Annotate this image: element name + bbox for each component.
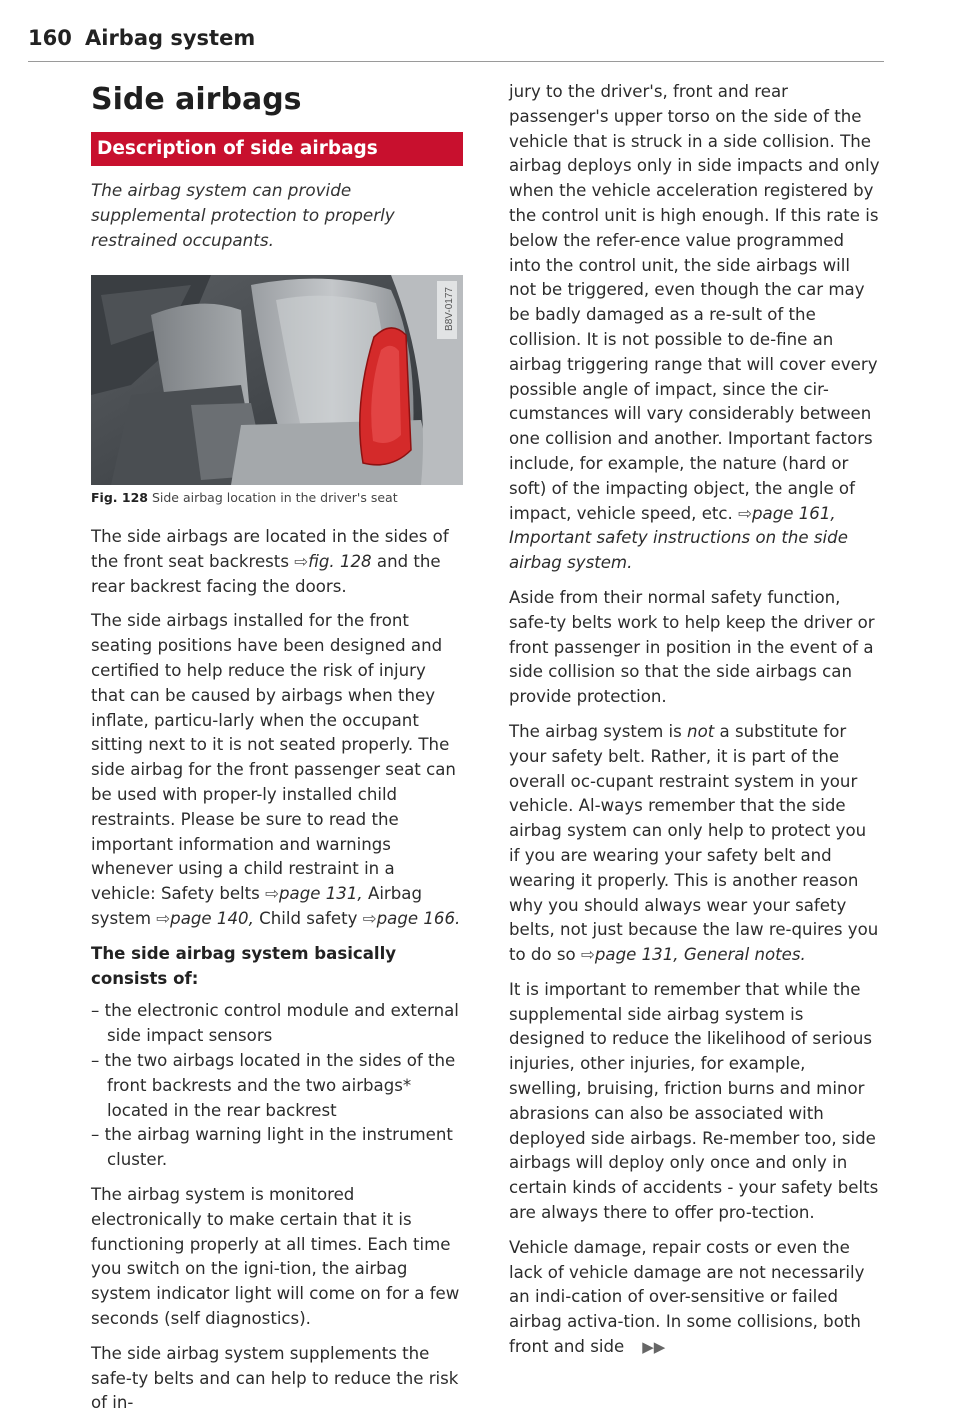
component-list [91,999,463,1173]
right-column [509,80,881,1370]
paragraph-belts-function: Aside from their normal safety function, safe-ty belts work to help keep the driver or front passenger in position in the event of a side collision so that the side airbags can provide protection. [509,587,875,707]
ref-arrow-icon: ⇨ [294,551,309,571]
ref-arrow-icon: ⇨ [580,945,595,965]
paragraph-not-substitute: The airbag system is not a substitute for your safety belt. Rather, it is part of the overall oc-cupant restraint system in your vehicle. Al-ways remember that the side airbag system can only help to protect you if you are wearing your safety belt and wearing it properly. This is another reason why you should always wear your safety belts, not just because the law re-quires you to do so ⇨page 131, General notes. [509,721,879,965]
paragraph-injuries: It is important to remember that while the supplemental side airbag system is designed to reduce the likelihood of serious injuries, other injuries, for example, swelling, bruising, friction burns and minor abrasions can also be associated with deployed side airbags. Re-member too, side airbags will deploy only once and only in certain kinds of accidents - your safety belts are always there to offer pro-tection. [509,979,879,1223]
seat-figure [91,275,463,485]
consists-heading: The side airbag system basically consists of: [91,943,397,988]
continue-arrow-icon: ▶▶ [642,1338,666,1357]
page-number: 160 [28,26,72,50]
ref-arrow-icon: ⇨ [362,908,377,928]
left-column [91,80,463,1426]
paragraph-location: The side airbags are located in the sides of the front seat backrests ⇨fig. 128 and the rear backrest facing the doors. [91,527,449,596]
list-item: – the two airbags located in the sides of the front backrests and the two airbags* located in the rear backrest [91,1050,456,1120]
page-title: Side airbags [91,82,302,117]
figure-caption-label: Fig. 128 [91,490,148,505]
figure-code: B8V-0177 [444,287,455,331]
page-reference-link[interactable]: page 140, [170,908,254,928]
paragraph-certification: The side airbags installed for the front seating positions have been designed and certified to help reduce the risk of injury that can be caused by airbags when they inflate, particu-larly when the occupant sitting next to it is not seated properly. The side airbag for the front passenger seat can be used with proper-ly installed child restraints. Please be sure to read the important information and warnings whenever using a child restraint in a vehicle: Safety belts ⇨page 131, Airbag system ⇨page 140, Child safety ⇨page 166. [91,611,461,928]
paragraph-monitoring: The airbag system is monitored electronically to make certain that it is functioning properly at all times. Each time you switch on the igni-tion, the airbag system indicator light will come on for a few seconds (self diagnostics). [91,1184,460,1328]
page-reference-link[interactable]: page 166. [376,908,461,928]
figure-caption [91,489,463,507]
page-header [28,18,888,58]
side-airbag-seat-illustration [91,275,463,485]
figure-reference-link[interactable]: fig. 128 [308,551,372,571]
figure-caption-text: Side airbag location in the driver's seat [151,490,398,505]
intro-text: The airbag system can provide supplemental protection to properly restrained occupants. [91,180,395,250]
list-item: – the electronic control module and external side impact sensors [91,1001,459,1046]
list-item: – the airbag warning light in the instrument cluster. [91,1125,453,1170]
paragraph-vehicle-damage: Vehicle damage, repair costs or even the lack of vehicle damage are not necessarily an indi-cation of over-sensitive or failed airbag activa-tion. In some collisions, both front and side ▶▶ [509,1236,881,1360]
ref-arrow-icon: ⇨ [265,884,280,904]
paragraph-supplement: The side airbag system supplements the safe-ty belts and can help to reduce the risk of in- [91,1343,459,1413]
header-rule [28,61,884,62]
subsection-title-bar: Description of side airbags [91,132,463,166]
page-reference-link[interactable]: page 161, Important safety instructions on the side airbag system. [509,503,848,573]
ref-arrow-icon: ⇨ [156,908,171,928]
page-reference-link[interactable]: page 131, [279,884,363,904]
page-reference-link[interactable]: page 131, General notes. [594,945,806,965]
ref-arrow-icon: ⇨ [738,503,753,523]
paragraph-deployment: jury to the driver's, front and rear passenger's upper torso on the side of the vehicle that is struck in a side collision. The airbag deploys only in side impacts and only when the vehicle acceleration registered by the control unit is high enough. If this rate is below the refer-ence value programmed into the control unit, the side airbags will not be triggered, even though the car may be badly damaged as a re-sult of the collision. It is not possible to de-fine an airbag triggering range that will cover every possible angle of impact, since the cir-cumstances will vary considerably between one collision and another. Important factors include, for example, the nature (hard or soft) of the impacting object, the angle of impact, vehicle speed, etc. ⇨page 161, Important safety instructions on the side airbag system. [509,82,880,573]
section-name: Airbag system [85,26,256,50]
